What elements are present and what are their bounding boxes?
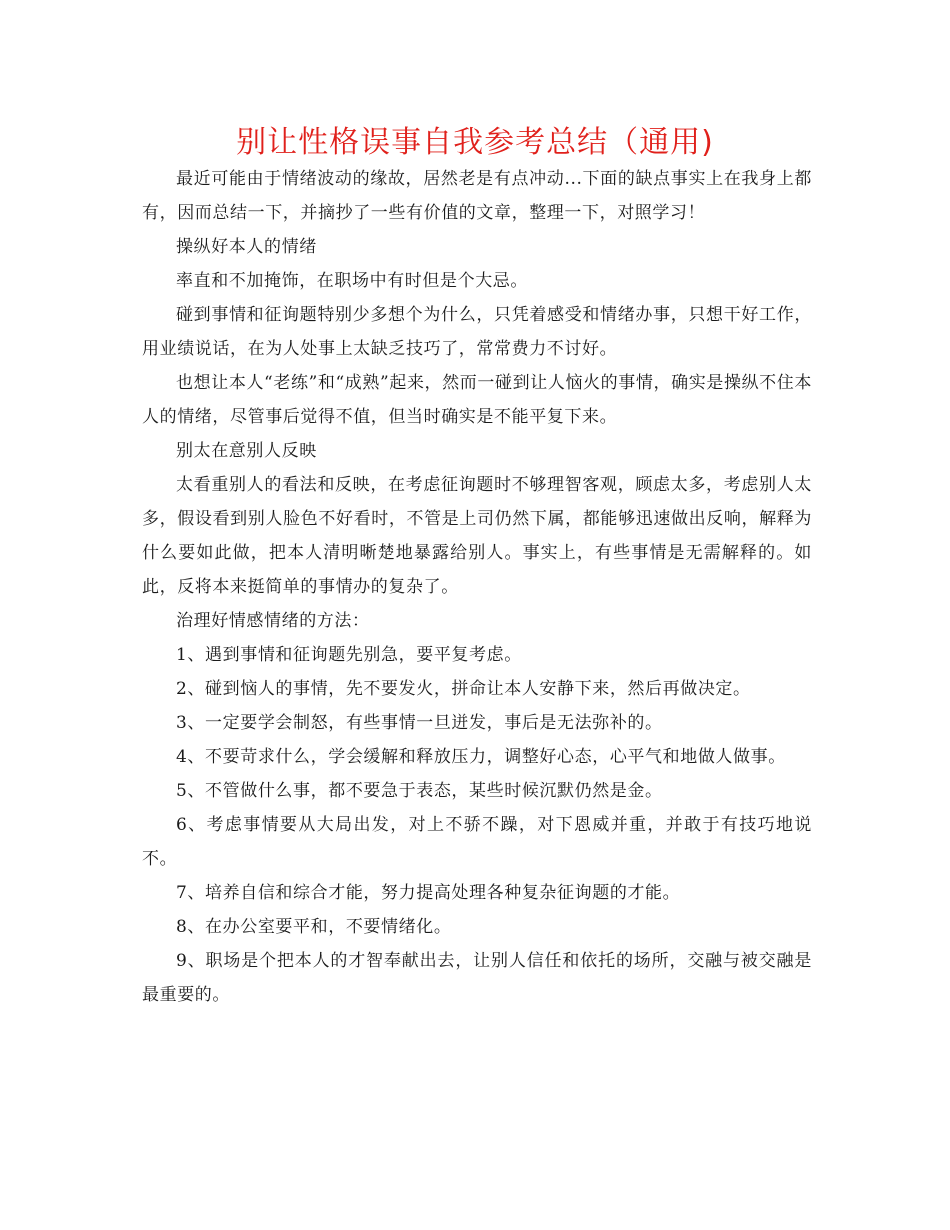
document-body — [142, 162, 812, 1012]
section-heading-methods: 治理好情感情绪的方法： — [176, 611, 370, 631]
list-item: 2、碰到恼人的事情，先不要发火，拼命让本人安静下来，然后再做决定。 — [176, 679, 751, 699]
paragraph-intro: 最近可能由于情绪波动的缘故，居然老是有点冲动...下面的缺点事实上在我身上都有，因而总结一下，并摘抄了一些有价值的文章，整理一下，对照学习！ — [142, 169, 812, 223]
paragraph: 碰到事情和征询题特别少多想个为什么，只凭着感受和情绪办事，只想干好工作，用业绩说话，在为人处事上太缺乏技巧了，常常费力不讨好。 — [142, 305, 812, 359]
list-item: 8、在办公室要平和，不要情绪化。 — [176, 917, 452, 937]
list-item: 5、不管做什么事，都不要急于表态，某些时候沉默仍然是金。 — [176, 781, 663, 801]
list-item: 4、不要苛求什么，学会缓解和释放压力，调整好心态，心平气和地做人做事。 — [176, 747, 786, 767]
paragraph: 也想让本人“老练”和“成熟”起来，然而一碰到让人恼火的事情，确实是操纵不住本人的情绪，尽管事后觉得不值，但当时确实是不能平复下来。 — [142, 373, 812, 427]
list-item: 9、职场是个把本人的才智奉献出去，让别人信任和依托的场所，交融与被交融是最重要的。 — [142, 951, 812, 1005]
list-item: 1、遇到事情和征询题先别急，要平复考虑。 — [176, 645, 522, 665]
section-heading-control-emotions: 操纵好本人的情绪 — [176, 237, 317, 257]
paragraph: 太看重别人的看法和反映，在考虑征询题时不够理智客观，顾虑太多，考虑别人太多，假设看到别人脸色不好看时，不管是上司仍然下属，都能够迅速做出反响，解释为什么要如此做，把本人清明晰楚地暴露给别人。事实上，有些事情是无需解释的。如此，反将本来挺简单的事情办的复杂了。 — [142, 475, 812, 597]
list-item: 7、培养自信和综合才能，努力提高处理各种复杂征询题的才能。 — [176, 883, 681, 903]
section-heading-others-reaction: 别太在意别人反映 — [176, 441, 317, 461]
paragraph: 率直和不加掩饰，在职场中有时但是个大忌。 — [176, 271, 528, 291]
list-item: 6、考虑事情要从大局出发，对上不骄不躁，对下恩威并重，并敢于有技巧地说不。 — [142, 815, 812, 869]
document-title: 别让性格误事自我参考总结（通用) — [236, 125, 714, 160]
list-item: 3、一定要学会制怒，有些事情一旦迸发，事后是无法弥补的。 — [176, 713, 663, 733]
